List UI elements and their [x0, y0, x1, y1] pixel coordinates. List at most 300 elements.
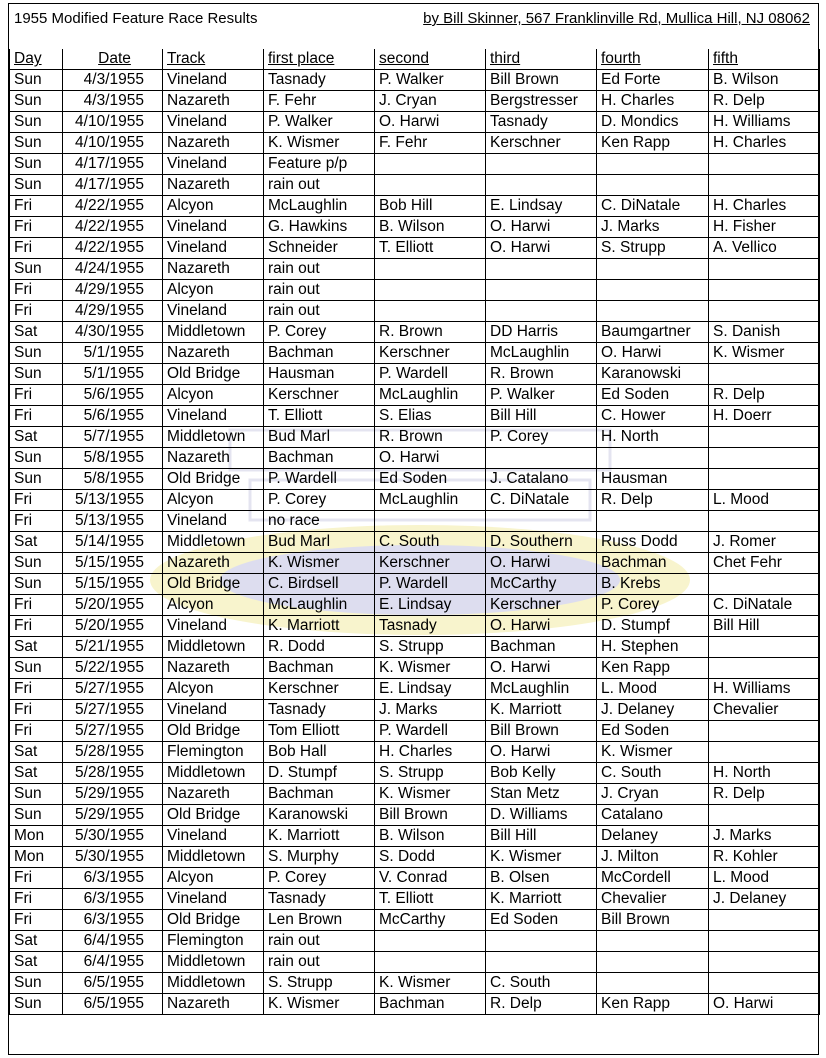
second-cell: [375, 175, 486, 196]
track-cell: Middletown: [163, 637, 264, 658]
third-cell: Bill Hill: [486, 826, 597, 847]
table-row: [10, 994, 820, 1015]
track-cell: Alcyon: [163, 280, 264, 301]
fifth-cell: [709, 175, 820, 196]
race-results-table: [9, 49, 820, 1015]
date-cell: 5/20/1955: [63, 616, 163, 637]
day-cell: Fri: [10, 868, 63, 889]
fifth-cell: [709, 973, 820, 994]
fifth-cell: C. DiNatale: [709, 595, 820, 616]
track-cell: Old Bridge: [163, 805, 264, 826]
fifth-cell: [709, 154, 820, 175]
third-cell: K. Wismer: [486, 847, 597, 868]
table-row: [10, 721, 820, 742]
first-place-cell: Feature p/p: [264, 154, 375, 175]
fourth-cell: L. Mood: [597, 679, 709, 700]
day-cell: Fri: [10, 511, 63, 532]
fifth-cell: B. Wilson: [709, 70, 820, 91]
fifth-cell: [709, 721, 820, 742]
first-place-cell: P. Corey: [264, 868, 375, 889]
second-cell: Kerschner: [375, 343, 486, 364]
track-cell: Middletown: [163, 427, 264, 448]
second-cell: McLaughlin: [375, 385, 486, 406]
track-cell: Alcyon: [163, 490, 264, 511]
date-cell: 5/1/1955: [63, 364, 163, 385]
day-cell: Sun: [10, 973, 63, 994]
fifth-cell: O. Harwi: [709, 994, 820, 1015]
first-place-cell: P. Walker: [264, 112, 375, 133]
fifth-cell: L. Mood: [709, 868, 820, 889]
table-row: [10, 301, 820, 322]
first-place-cell: Tasnady: [264, 700, 375, 721]
second-cell: [375, 154, 486, 175]
third-cell: Bill Hill: [486, 406, 597, 427]
fifth-cell: [709, 931, 820, 952]
first-place-cell: K. Wismer: [264, 994, 375, 1015]
third-cell: D. Southern: [486, 532, 597, 553]
fifth-cell: H. Charles: [709, 133, 820, 154]
second-cell: E. Lindsay: [375, 595, 486, 616]
first-place-cell: K. Wismer: [264, 553, 375, 574]
table-row: [10, 91, 820, 112]
fifth-cell: J. Delaney: [709, 889, 820, 910]
second-cell: S. Strupp: [375, 637, 486, 658]
fifth-cell: K. Wismer: [709, 343, 820, 364]
second-cell: McLaughlin: [375, 490, 486, 511]
fifth-cell: H. Doerr: [709, 406, 820, 427]
day-cell: Sat: [10, 427, 63, 448]
third-cell: Tasnady: [486, 112, 597, 133]
day-cell: Sun: [10, 574, 63, 595]
day-cell: Fri: [10, 301, 63, 322]
fifth-cell: R. Kohler: [709, 847, 820, 868]
track-cell: Middletown: [163, 532, 264, 553]
first-place-cell: P. Wardell: [264, 469, 375, 490]
table-row: [10, 805, 820, 826]
fourth-cell: Russ Dodd: [597, 532, 709, 553]
fifth-cell: L. Mood: [709, 490, 820, 511]
fourth-cell: J. Delaney: [597, 700, 709, 721]
date-cell: 5/27/1955: [63, 679, 163, 700]
date-cell: 4/22/1955: [63, 217, 163, 238]
table-row: [10, 889, 820, 910]
track-cell: Nazareth: [163, 343, 264, 364]
table-header-row: [10, 49, 820, 70]
table-row: [10, 217, 820, 238]
author-credit: by Bill Skinner, 567 Franklinville Rd, Mullica Hill, NJ 08062: [423, 10, 810, 27]
first-place-cell: rain out: [264, 301, 375, 322]
third-cell: Bill Brown: [486, 70, 597, 91]
fourth-cell: [597, 973, 709, 994]
date-cell: 6/5/1955: [63, 973, 163, 994]
fourth-cell: [597, 301, 709, 322]
day-cell: Sun: [10, 805, 63, 826]
second-cell: [375, 280, 486, 301]
fourth-cell: Ken Rapp: [597, 994, 709, 1015]
date-cell: 6/4/1955: [63, 931, 163, 952]
track-cell: Vineland: [163, 700, 264, 721]
track-cell: Old Bridge: [163, 574, 264, 595]
column-header-date: Date: [63, 49, 163, 70]
table-row: [10, 385, 820, 406]
second-cell: [375, 511, 486, 532]
fourth-cell: [597, 511, 709, 532]
first-place-cell: P. Corey: [264, 490, 375, 511]
date-cell: 4/17/1955: [63, 175, 163, 196]
date-cell: 5/8/1955: [63, 469, 163, 490]
third-cell: [486, 259, 597, 280]
fifth-cell: [709, 301, 820, 322]
third-cell: J. Catalano: [486, 469, 597, 490]
third-cell: Bob Kelly: [486, 763, 597, 784]
first-place-cell: Bachman: [264, 448, 375, 469]
first-place-cell: C. Birdsell: [264, 574, 375, 595]
day-cell: Fri: [10, 721, 63, 742]
first-place-cell: rain out: [264, 280, 375, 301]
second-cell: Ed Soden: [375, 469, 486, 490]
table-row: [10, 931, 820, 952]
table-row: [10, 280, 820, 301]
track-cell: Alcyon: [163, 196, 264, 217]
third-cell: O. Harwi: [486, 658, 597, 679]
day-cell: Fri: [10, 406, 63, 427]
day-cell: Fri: [10, 238, 63, 259]
first-place-cell: Kerschner: [264, 679, 375, 700]
third-cell: [486, 448, 597, 469]
fourth-cell: O. Harwi: [597, 343, 709, 364]
second-cell: C. South: [375, 532, 486, 553]
date-cell: 5/29/1955: [63, 805, 163, 826]
fourth-cell: [597, 154, 709, 175]
track-cell: Nazareth: [163, 784, 264, 805]
table-row: [10, 238, 820, 259]
results-body: [10, 70, 820, 1015]
table-row: [10, 364, 820, 385]
day-cell: Sun: [10, 112, 63, 133]
date-cell: 4/3/1955: [63, 91, 163, 112]
third-cell: O. Harwi: [486, 616, 597, 637]
date-cell: 5/15/1955: [63, 574, 163, 595]
third-cell: DD Harris: [486, 322, 597, 343]
day-cell: Sun: [10, 448, 63, 469]
fourth-cell: Chevalier: [597, 889, 709, 910]
table-row: [10, 574, 820, 595]
page-header: [14, 10, 810, 30]
date-cell: 4/22/1955: [63, 196, 163, 217]
date-cell: 5/15/1955: [63, 553, 163, 574]
table-row: [10, 826, 820, 847]
fourth-cell: Ed Soden: [597, 385, 709, 406]
day-cell: Fri: [10, 385, 63, 406]
second-cell: K. Wismer: [375, 658, 486, 679]
second-cell: Bill Brown: [375, 805, 486, 826]
fifth-cell: [709, 910, 820, 931]
second-cell: McCarthy: [375, 910, 486, 931]
track-cell: Middletown: [163, 763, 264, 784]
first-place-cell: Hausman: [264, 364, 375, 385]
date-cell: 6/5/1955: [63, 994, 163, 1015]
day-cell: Sun: [10, 658, 63, 679]
track-cell: Nazareth: [163, 175, 264, 196]
day-cell: Sun: [10, 91, 63, 112]
column-header-day: Day: [10, 49, 63, 70]
date-cell: 4/29/1955: [63, 301, 163, 322]
day-cell: Sun: [10, 343, 63, 364]
day-cell: Sat: [10, 952, 63, 973]
second-cell: B. Wilson: [375, 217, 486, 238]
day-cell: Sun: [10, 994, 63, 1015]
date-cell: 5/27/1955: [63, 721, 163, 742]
date-cell: 4/29/1955: [63, 280, 163, 301]
fourth-cell: D. Mondics: [597, 112, 709, 133]
fifth-cell: S. Danish: [709, 322, 820, 343]
date-cell: 5/8/1955: [63, 448, 163, 469]
second-cell: R. Brown: [375, 427, 486, 448]
date-cell: 5/30/1955: [63, 847, 163, 868]
date-cell: 5/21/1955: [63, 637, 163, 658]
day-cell: Sun: [10, 154, 63, 175]
first-place-cell: McLaughlin: [264, 196, 375, 217]
track-cell: Middletown: [163, 952, 264, 973]
fifth-cell: [709, 511, 820, 532]
track-cell: Old Bridge: [163, 364, 264, 385]
track-cell: Flemington: [163, 931, 264, 952]
fifth-cell: R. Delp: [709, 91, 820, 112]
day-cell: Sun: [10, 175, 63, 196]
date-cell: 5/7/1955: [63, 427, 163, 448]
first-place-cell: Len Brown: [264, 910, 375, 931]
third-cell: R. Brown: [486, 364, 597, 385]
column-header-fifth: fifth: [709, 49, 820, 70]
fourth-cell: Catalano: [597, 805, 709, 826]
table-row: [10, 763, 820, 784]
table-row: [10, 679, 820, 700]
first-place-cell: rain out: [264, 259, 375, 280]
date-cell: 4/10/1955: [63, 133, 163, 154]
second-cell: O. Harwi: [375, 448, 486, 469]
day-cell: Mon: [10, 847, 63, 868]
day-cell: Fri: [10, 889, 63, 910]
third-cell: C. South: [486, 973, 597, 994]
fifth-cell: Chevalier: [709, 700, 820, 721]
fifth-cell: [709, 427, 820, 448]
table-row: [10, 616, 820, 637]
third-cell: Ed Soden: [486, 910, 597, 931]
track-cell: Vineland: [163, 889, 264, 910]
table-row: [10, 973, 820, 994]
track-cell: Nazareth: [163, 994, 264, 1015]
day-cell: Sun: [10, 553, 63, 574]
second-cell: S. Elias: [375, 406, 486, 427]
table-row: [10, 742, 820, 763]
track-cell: Alcyon: [163, 679, 264, 700]
fourth-cell: C. South: [597, 763, 709, 784]
document-title: 1955 Modified Feature Race Results: [14, 10, 258, 27]
table-row: [10, 175, 820, 196]
track-cell: Vineland: [163, 826, 264, 847]
fourth-cell: Ken Rapp: [597, 658, 709, 679]
fourth-cell: Baumgartner: [597, 322, 709, 343]
table-row: [10, 532, 820, 553]
third-cell: C. DiNatale: [486, 490, 597, 511]
second-cell: H. Charles: [375, 742, 486, 763]
table-row: [10, 700, 820, 721]
date-cell: 4/24/1955: [63, 259, 163, 280]
track-cell: Nazareth: [163, 448, 264, 469]
table-row: [10, 448, 820, 469]
day-cell: Sat: [10, 532, 63, 553]
second-cell: T. Elliott: [375, 889, 486, 910]
date-cell: 5/13/1955: [63, 490, 163, 511]
fourth-cell: Bachman: [597, 553, 709, 574]
first-place-cell: K. Marriott: [264, 616, 375, 637]
day-cell: Fri: [10, 490, 63, 511]
day-cell: Sat: [10, 637, 63, 658]
second-cell: [375, 952, 486, 973]
second-cell: J. Cryan: [375, 91, 486, 112]
third-cell: Bachman: [486, 637, 597, 658]
table-row: [10, 133, 820, 154]
fourth-cell: K. Wismer: [597, 742, 709, 763]
fourth-cell: R. Delp: [597, 490, 709, 511]
table-row: [10, 658, 820, 679]
date-cell: 4/10/1955: [63, 112, 163, 133]
second-cell: [375, 301, 486, 322]
table-row: [10, 70, 820, 91]
third-cell: D. Williams: [486, 805, 597, 826]
fourth-cell: [597, 952, 709, 973]
track-cell: Nazareth: [163, 259, 264, 280]
fourth-cell: Bill Brown: [597, 910, 709, 931]
second-cell: B. Wilson: [375, 826, 486, 847]
track-cell: Vineland: [163, 616, 264, 637]
day-cell: Fri: [10, 616, 63, 637]
first-place-cell: K. Wismer: [264, 133, 375, 154]
track-cell: Nazareth: [163, 553, 264, 574]
third-cell: R. Delp: [486, 994, 597, 1015]
day-cell: Sun: [10, 364, 63, 385]
column-header-second: second: [375, 49, 486, 70]
third-cell: McLaughlin: [486, 679, 597, 700]
fourth-cell: [597, 259, 709, 280]
day-cell: Sat: [10, 742, 63, 763]
first-place-cell: G. Hawkins: [264, 217, 375, 238]
first-place-cell: Kerschner: [264, 385, 375, 406]
track-cell: Vineland: [163, 238, 264, 259]
second-cell: E. Lindsay: [375, 679, 486, 700]
fifth-cell: H. Fisher: [709, 217, 820, 238]
third-cell: McCarthy: [486, 574, 597, 595]
fourth-cell: C. Hower: [597, 406, 709, 427]
date-cell: 5/14/1955: [63, 532, 163, 553]
fourth-cell: Hausman: [597, 469, 709, 490]
first-place-cell: K. Marriott: [264, 826, 375, 847]
date-cell: 5/29/1955: [63, 784, 163, 805]
fifth-cell: [709, 469, 820, 490]
first-place-cell: Tasnady: [264, 889, 375, 910]
first-place-cell: rain out: [264, 175, 375, 196]
second-cell: Tasnady: [375, 616, 486, 637]
fifth-cell: [709, 658, 820, 679]
first-place-cell: Bud Marl: [264, 427, 375, 448]
day-cell: Fri: [10, 280, 63, 301]
day-cell: Fri: [10, 910, 63, 931]
fourth-cell: Delaney: [597, 826, 709, 847]
day-cell: Fri: [10, 196, 63, 217]
fifth-cell: [709, 259, 820, 280]
track-cell: Middletown: [163, 847, 264, 868]
table-row: [10, 868, 820, 889]
table-row: [10, 427, 820, 448]
date-cell: 6/4/1955: [63, 952, 163, 973]
table-row: [10, 553, 820, 574]
day-cell: Mon: [10, 826, 63, 847]
fourth-cell: [597, 175, 709, 196]
date-cell: 6/3/1955: [63, 910, 163, 931]
second-cell: O. Harwi: [375, 112, 486, 133]
table-row: [10, 259, 820, 280]
column-header-fourth: fourth: [597, 49, 709, 70]
third-cell: P. Walker: [486, 385, 597, 406]
first-place-cell: Bachman: [264, 343, 375, 364]
first-place-cell: Bachman: [264, 784, 375, 805]
third-cell: O. Harwi: [486, 238, 597, 259]
fourth-cell: P. Corey: [597, 595, 709, 616]
track-cell: Vineland: [163, 112, 264, 133]
third-cell: [486, 301, 597, 322]
third-cell: [486, 154, 597, 175]
table-row: [10, 112, 820, 133]
column-header-third: third: [486, 49, 597, 70]
day-cell: Fri: [10, 679, 63, 700]
date-cell: 5/6/1955: [63, 406, 163, 427]
day-cell: Sat: [10, 763, 63, 784]
date-cell: 5/6/1955: [63, 385, 163, 406]
second-cell: J. Marks: [375, 700, 486, 721]
column-header-track: Track: [163, 49, 264, 70]
track-cell: Old Bridge: [163, 721, 264, 742]
first-place-cell: Bob Hall: [264, 742, 375, 763]
first-place-cell: Karanowski: [264, 805, 375, 826]
fifth-cell: A. Vellico: [709, 238, 820, 259]
fifth-cell: [709, 637, 820, 658]
fourth-cell: B. Krebs: [597, 574, 709, 595]
first-place-cell: Tom Elliott: [264, 721, 375, 742]
fifth-cell: [709, 805, 820, 826]
first-place-cell: McLaughlin: [264, 595, 375, 616]
fourth-cell: Karanowski: [597, 364, 709, 385]
third-cell: [486, 511, 597, 532]
track-cell: Middletown: [163, 322, 264, 343]
day-cell: Sun: [10, 259, 63, 280]
fifth-cell: H. Charles: [709, 196, 820, 217]
table-row: [10, 154, 820, 175]
table-row: [10, 595, 820, 616]
first-place-cell: S. Strupp: [264, 973, 375, 994]
second-cell: R. Brown: [375, 322, 486, 343]
fourth-cell: H. North: [597, 427, 709, 448]
day-cell: Sun: [10, 784, 63, 805]
fifth-cell: R. Delp: [709, 385, 820, 406]
day-cell: Sun: [10, 469, 63, 490]
fourth-cell: J. Marks: [597, 217, 709, 238]
fifth-cell: H. North: [709, 763, 820, 784]
third-cell: [486, 175, 597, 196]
second-cell: K. Wismer: [375, 784, 486, 805]
second-cell: F. Fehr: [375, 133, 486, 154]
third-cell: Bergstresser: [486, 91, 597, 112]
third-cell: O. Harwi: [486, 553, 597, 574]
